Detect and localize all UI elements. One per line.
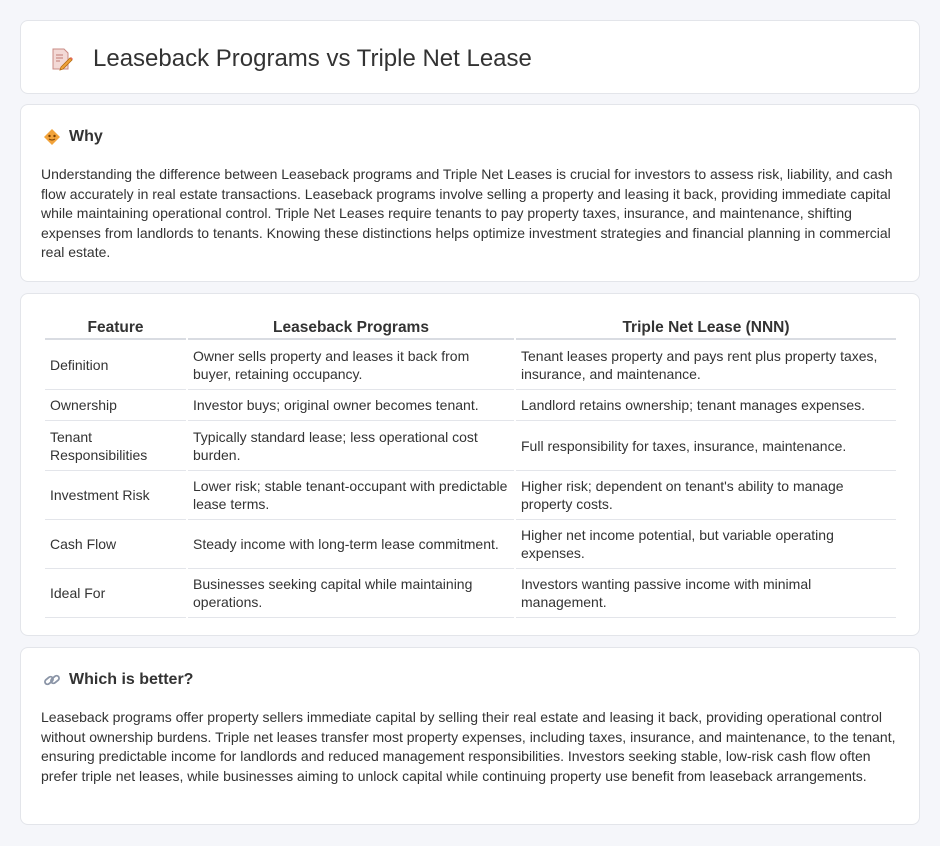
nnn-cell: Investors wanting passive income with minimal management.	[516, 569, 896, 618]
comparison-table-card	[20, 293, 920, 636]
table-row	[45, 520, 896, 569]
header-card	[20, 20, 920, 94]
document-pencil-icon	[49, 47, 73, 71]
feature-cell: Ownership	[45, 390, 186, 421]
nnn-cell: Tenant leases property and pays rent plus property taxes, insurance, and maintenance.	[516, 340, 896, 390]
leaseback-cell: Owner sells property and leases it back from buyer, retaining occupancy.	[188, 340, 514, 390]
better-text: Leaseback programs offer property sellers immediate capital by selling their real estate and leasing it back, providing operational control without ownership burdens. Triple net leases transfer most property expenses, including taxes, insurance, and maintenance, to the tenant, ensuring predictable income for landlords and reduced management responsibilities. Investors seeking stable, low-risk cash flow often prefer triple net leases, while businesses aiming to unlock capital while continuing property use benefit from leaseback arrangements.	[41, 709, 896, 784]
table-header-row	[45, 316, 896, 340]
table-row	[45, 471, 896, 520]
table-row	[45, 340, 896, 390]
nnn-cell: Higher net income potential, but variable operating expenses.	[516, 520, 896, 569]
nnn-cell: Higher risk; dependent on tenant's ability to manage property costs.	[516, 471, 896, 520]
better-heading	[43, 670, 193, 690]
table-row	[45, 421, 896, 471]
nnn-cell: Landlord retains ownership; tenant manages expenses.	[516, 390, 896, 421]
feature-cell: Tenant Responsibilities	[45, 421, 186, 471]
why-text: Understanding the difference between Leaseback programs and Triple Net Leases is crucial for investors to assess risk, liability, and cash flow accurately in real estate transactions. Leaseback programs involve selling a property and leasing it back, providing immediate capital while maintaining operational control. Triple Net Leases require tenants to pay property taxes, insurance, and maintenance, shifting expenses from landlords to tenants. Knowing these distinctions helps optimize investment strategies and financial planning in commercial real estate.	[41, 166, 893, 260]
leaseback-cell: Steady income with long-term lease commitment.	[188, 520, 514, 569]
better-title: Which is better?	[69, 671, 194, 688]
feature-cell: Definition	[45, 340, 186, 390]
why-section	[20, 104, 920, 282]
header-nnn: Triple Net Lease (NNN)	[516, 316, 896, 340]
leaseback-cell: Investor buys; original owner becomes tenant.	[188, 390, 514, 421]
feature-cell: Ideal For	[45, 569, 186, 618]
table-row	[45, 569, 896, 618]
leaseback-cell: Typically standard lease; less operational cost burden.	[188, 421, 514, 471]
leaseback-cell: Businesses seeking capital while maintaining operations.	[188, 569, 514, 618]
feature-cell: Cash Flow	[45, 520, 186, 569]
why-heading	[43, 127, 103, 147]
header-feature: Feature	[45, 316, 186, 340]
page-title: Leaseback Programs vs Triple Net Lease	[93, 45, 532, 72]
link-icon	[43, 671, 61, 689]
header-leaseback: Leaseback Programs	[188, 316, 514, 340]
diamond-warning-icon	[43, 128, 61, 146]
why-title: Why	[69, 128, 103, 145]
table-row	[45, 390, 896, 421]
which-is-better-section	[20, 647, 920, 825]
feature-cell: Investment Risk	[45, 471, 186, 520]
leaseback-cell: Lower risk; stable tenant-occupant with predictable lease terms.	[188, 471, 514, 520]
comparison-table	[43, 316, 898, 618]
nnn-cell: Full responsibility for taxes, insurance, maintenance.	[516, 421, 896, 471]
